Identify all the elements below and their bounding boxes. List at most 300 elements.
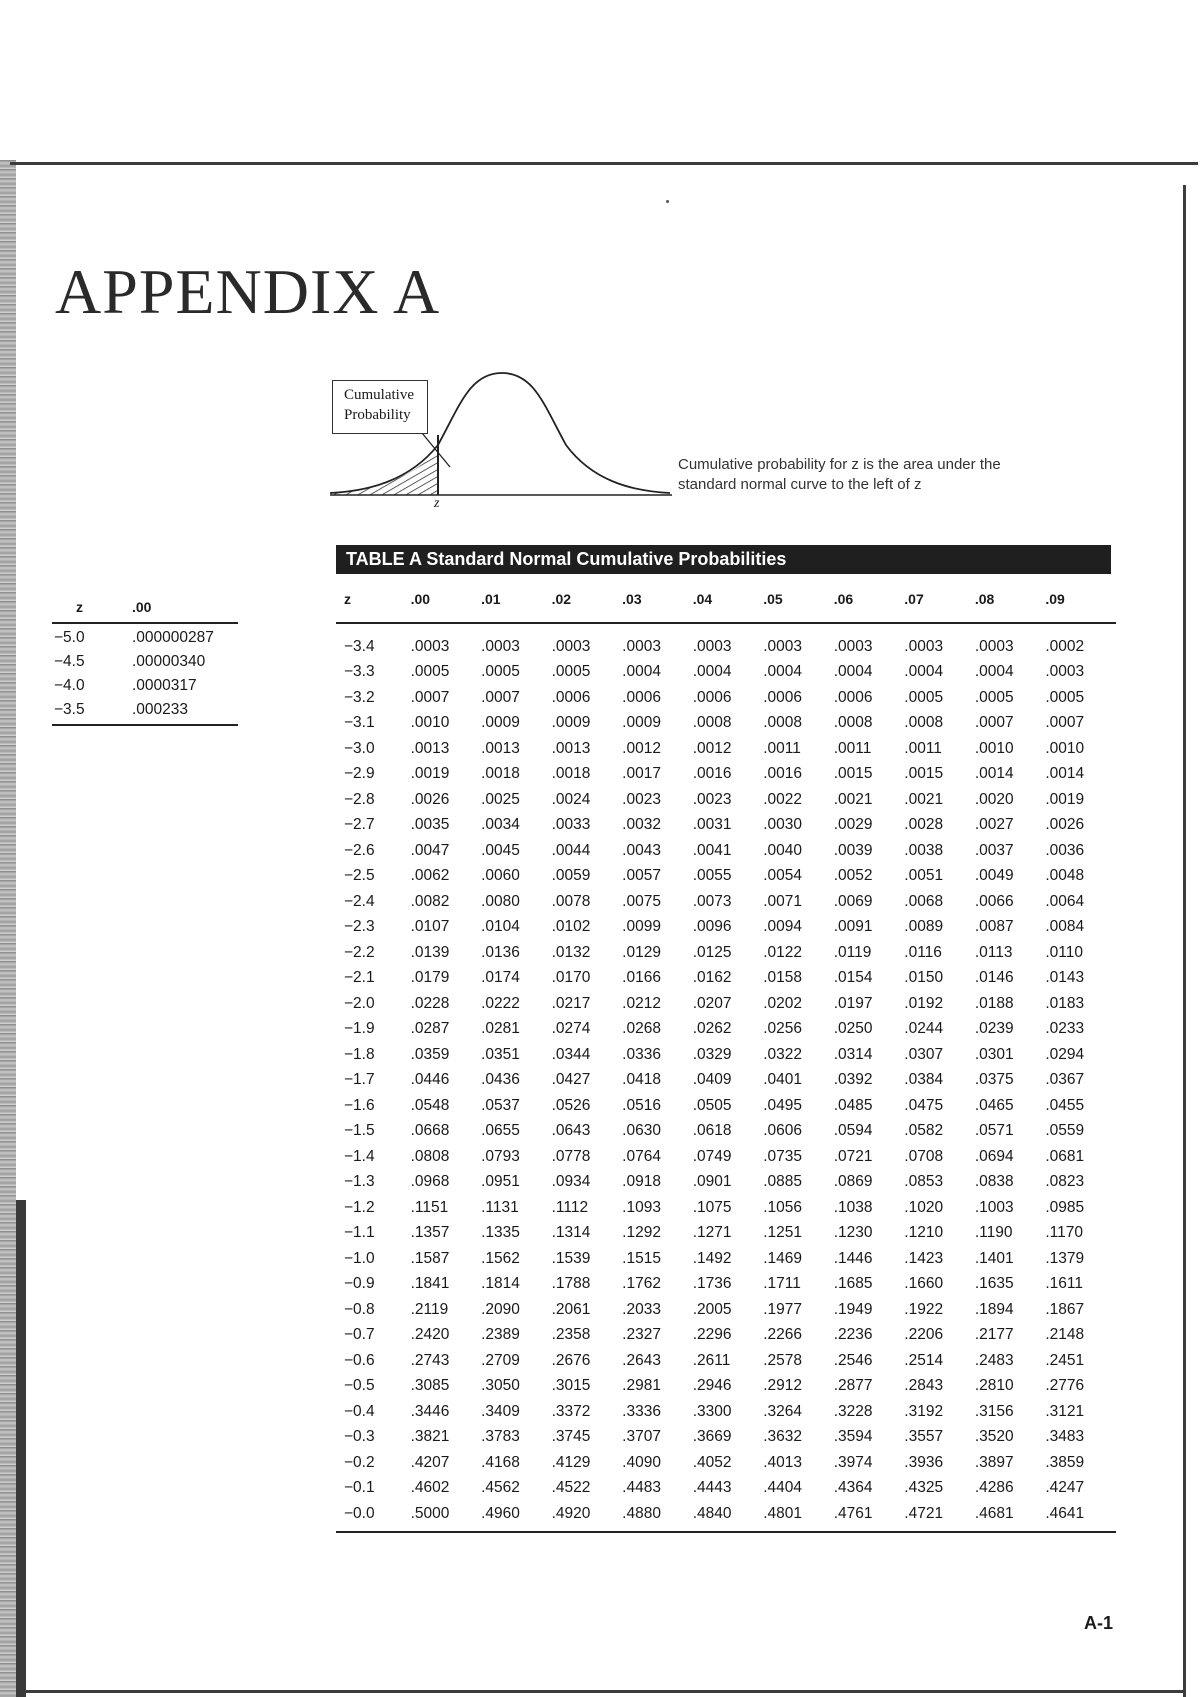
figure-caption <box>678 455 1078 495</box>
main-table-header-cell: .05 <box>763 576 834 623</box>
probability-cell: .0003 <box>692 637 732 655</box>
probability-cell: .0007 <box>1045 714 1085 732</box>
scan-edge-shadow <box>0 160 16 1697</box>
table-row <box>336 1119 1116 1145</box>
probability-cell: .0005 <box>974 688 1014 706</box>
z-value-cell: −0.8 <box>344 1300 375 1318</box>
probability-cell: .0262 <box>692 1020 732 1038</box>
table-row <box>336 1246 1116 1272</box>
probability-cell: .0059 <box>551 867 591 885</box>
probability-cell: .0007 <box>481 688 520 706</box>
probability-cell: .2389 <box>481 1326 520 1344</box>
probability-cell: .4562 <box>481 1479 520 1497</box>
probability-cell: .1151 <box>410 1198 449 1216</box>
probability-cell: .1292 <box>622 1224 661 1242</box>
probability-cell: .0537 <box>481 1096 520 1114</box>
probability-cell: .0495 <box>763 1096 803 1114</box>
scan-edge-binding <box>16 1200 26 1697</box>
probability-cell: .4721 <box>904 1501 975 1532</box>
z-value-cell: −0.1 <box>344 1479 375 1497</box>
z-value-cell: −2.5 <box>344 867 375 885</box>
probability-cell: .0008 <box>692 714 732 732</box>
table-row <box>336 623 1116 660</box>
probability-cell: .0005 <box>551 663 591 681</box>
probability-cell: .0004 <box>763 663 803 681</box>
probability-cell: .0516 <box>622 1096 661 1114</box>
probability-cell: .0032 <box>622 816 661 834</box>
z-value-cell: −3.3 <box>344 663 375 681</box>
probability-cell: .1814 <box>481 1275 520 1293</box>
probability-cell: .0019 <box>410 765 450 783</box>
probability-cell: .1611 <box>1045 1275 1083 1293</box>
z-value-cell: −5.0 <box>54 629 85 646</box>
probability-cell: .1056 <box>763 1198 803 1216</box>
probability-cell: .2296 <box>692 1326 732 1344</box>
probability-cell: .0006 <box>622 688 661 706</box>
probability-cell: .0048 <box>1045 867 1085 885</box>
probability-cell: .1314 <box>551 1224 591 1242</box>
table-row <box>52 674 238 698</box>
probability-cell: .0089 <box>904 918 944 936</box>
probability-cell: .0066 <box>974 892 1014 910</box>
probability-cell: .0838 <box>974 1173 1014 1191</box>
probability-cell: .1020 <box>904 1198 944 1216</box>
probability-cell: .0869 <box>833 1173 873 1191</box>
probability-cell: .0057 <box>622 867 661 885</box>
z-value-cell: −0.5 <box>344 1377 375 1395</box>
probability-cell: .0023 <box>622 790 661 808</box>
probability-cell: .4681 <box>975 1501 1046 1532</box>
probability-cell: .2451 <box>1045 1351 1085 1369</box>
probability-cell: .0008 <box>833 714 873 732</box>
probability-cell: .0009 <box>481 714 520 732</box>
probability-cell: .0015 <box>833 765 873 783</box>
probability-cell: .0064 <box>1045 892 1085 910</box>
probability-cell: .0793 <box>481 1147 520 1165</box>
probability-cell: .0037 <box>974 841 1014 859</box>
probability-cell: .2266 <box>763 1326 803 1344</box>
z-value-cell: −1.4 <box>344 1147 375 1165</box>
probability-cell: .0764 <box>622 1147 661 1165</box>
probability-cell: .0146 <box>974 969 1014 987</box>
probability-cell: .1190 <box>974 1224 1013 1242</box>
probability-cell: .0192 <box>904 994 944 1012</box>
probability-cell: .0274 <box>551 1020 591 1038</box>
probability-cell: .0113 <box>974 943 1013 961</box>
z-value-cell: −1.1 <box>344 1224 375 1242</box>
probability-cell: .3859 <box>1045 1453 1085 1471</box>
probability-cell: .0735 <box>763 1147 803 1165</box>
probability-cell: .0011 <box>833 739 872 757</box>
probability-cell: .1788 <box>551 1275 591 1293</box>
z-value-cell: −1.9 <box>344 1020 375 1038</box>
z-value-cell: −0.9 <box>344 1275 375 1293</box>
probability-cell: .1736 <box>692 1275 732 1293</box>
probability-cell: .0526 <box>551 1096 591 1114</box>
probability-cell: .3707 <box>622 1428 661 1446</box>
probability-cell: .3783 <box>481 1428 520 1446</box>
probability-cell: .4641 <box>1045 1501 1116 1532</box>
probability-cell: .1635 <box>974 1275 1014 1293</box>
probability-cell: .0087 <box>974 918 1014 936</box>
probability-cell: .0901 <box>692 1173 732 1191</box>
probability-cell: .0033 <box>551 816 591 834</box>
probability-cell: .3520 <box>974 1428 1014 1446</box>
probability-cell: .0630 <box>622 1122 661 1140</box>
probability-cell: .0045 <box>481 841 520 859</box>
probability-cell: .4602 <box>410 1479 450 1497</box>
label-line-2: Probability <box>344 407 411 423</box>
probability-cell: .0934 <box>551 1173 591 1191</box>
probability-cell: .0307 <box>904 1045 944 1063</box>
table-row <box>336 1323 1116 1349</box>
probability-cell: .4325 <box>904 1479 944 1497</box>
probability-cell: .2611 <box>692 1351 731 1369</box>
table-row <box>336 1501 1116 1532</box>
probability-cell: .0129 <box>622 943 661 961</box>
probability-cell: .1230 <box>833 1224 873 1242</box>
probability-cell: .4483 <box>622 1479 661 1497</box>
probability-cell: .2912 <box>763 1377 803 1395</box>
probability-cell: .0154 <box>833 969 873 987</box>
probability-cell: .0011 <box>763 739 801 757</box>
probability-cell: .2119 <box>410 1300 449 1318</box>
probability-cell: .4207 <box>410 1453 450 1471</box>
probability-cell: .4364 <box>833 1479 873 1497</box>
probability-cell: .0043 <box>622 841 661 859</box>
probability-cell: .3409 <box>481 1402 520 1420</box>
probability-cell: .0007 <box>410 688 450 706</box>
probability-cell: .0668 <box>410 1122 450 1140</box>
probability-cell: .0643 <box>551 1122 591 1140</box>
probability-cell: .0026 <box>1045 816 1085 834</box>
main-table-header-cell: .01 <box>481 576 552 623</box>
probability-cell: .0655 <box>481 1122 520 1140</box>
probability-cell: .2005 <box>692 1300 732 1318</box>
probability-cell: .0174 <box>481 969 520 987</box>
z-value-cell: −2.2 <box>344 943 375 961</box>
probability-cell: .4168 <box>481 1453 520 1471</box>
cumulative-probability-label <box>332 380 428 434</box>
probability-cell: .0250 <box>833 1020 873 1038</box>
probability-cell: .1562 <box>481 1249 520 1267</box>
probability-cell: .0051 <box>904 867 944 885</box>
probability-cell: .0301 <box>974 1045 1014 1063</box>
table-row <box>336 1144 1116 1170</box>
probability-cell: .0094 <box>763 918 803 936</box>
probability-cell: .2148 <box>1045 1326 1085 1344</box>
probability-cell: .0294 <box>1045 1045 1085 1063</box>
table-row <box>336 1170 1116 1196</box>
main-table-header-row <box>336 576 1116 623</box>
probability-cell: .1867 <box>1045 1300 1085 1318</box>
probability-cell: .4801 <box>763 1501 834 1532</box>
table-row <box>52 650 238 674</box>
probability-cell: .2327 <box>622 1326 661 1344</box>
probability-cell: .0136 <box>481 943 520 961</box>
table-row <box>336 966 1116 992</box>
table-row <box>336 991 1116 1017</box>
probability-cell: .1894 <box>974 1300 1014 1318</box>
probability-cell: .0040 <box>763 841 803 859</box>
probability-cell: .0179 <box>410 969 450 987</box>
probability-cell: .2578 <box>763 1351 803 1369</box>
main-table-header-cell: .00 <box>411 576 482 623</box>
table-row <box>336 864 1116 890</box>
z-value-cell: −1.7 <box>344 1071 375 1089</box>
probability-cell: .1379 <box>1045 1249 1085 1267</box>
z-value-cell: −0.6 <box>344 1351 375 1369</box>
probability-cell: .0170 <box>551 969 591 987</box>
z-value-cell: −1.5 <box>344 1122 375 1140</box>
probability-cell: .0005 <box>481 663 520 681</box>
main-table-body <box>336 623 1116 1532</box>
z-value-cell: −0.2 <box>344 1453 375 1471</box>
probability-cell: .1977 <box>763 1300 803 1318</box>
main-table-header-cell: .09 <box>1045 576 1116 623</box>
probability-cell: .4960 <box>481 1501 552 1532</box>
probability-cell: .0073 <box>692 892 732 910</box>
probability-cell: .0099 <box>622 918 661 936</box>
z-value-cell: −2.6 <box>344 841 375 859</box>
probability-cell: .4052 <box>692 1453 732 1471</box>
probability-cell: .1446 <box>833 1249 873 1267</box>
probability-cell: .0256 <box>763 1020 803 1038</box>
z-value-cell: −2.1 <box>344 969 375 987</box>
probability-cell: .0329 <box>692 1045 732 1063</box>
probability-cell: .0102 <box>551 918 591 936</box>
probability-cell: .0012 <box>692 739 732 757</box>
table-row <box>336 1017 1116 1043</box>
probability-cell: .0015 <box>904 765 944 783</box>
probability-cell: .0036 <box>1045 841 1085 859</box>
probability-cell: .0003 <box>551 637 591 655</box>
table-row <box>336 1450 1116 1476</box>
probability-cell: .0004 <box>692 663 732 681</box>
z-value-cell: −0.4 <box>344 1402 375 1420</box>
probability-cell: .0044 <box>551 841 591 859</box>
table-row <box>336 711 1116 737</box>
probability-cell: .0107 <box>410 918 450 936</box>
probability-cell: .4522 <box>551 1479 591 1497</box>
z-value-cell: −3.5 <box>52 698 132 725</box>
probability-cell: .2546 <box>833 1351 873 1369</box>
probability-cell: .0021 <box>904 790 944 808</box>
probability-cell: .2743 <box>410 1351 450 1369</box>
table-row <box>336 1297 1116 1323</box>
probability-cell: .1075 <box>692 1198 732 1216</box>
probability-cell: .0681 <box>1045 1147 1085 1165</box>
probability-cell: .0233 <box>1045 1020 1085 1038</box>
probability-cell: .1762 <box>622 1275 661 1293</box>
probability-cell: .1003 <box>974 1198 1014 1216</box>
probability-cell: .1949 <box>833 1300 873 1318</box>
probability-cell: .0003 <box>481 637 520 655</box>
probability-cell: .3336 <box>622 1402 661 1420</box>
probability-cell: .0003 <box>622 637 661 655</box>
probability-cell: .000000287 <box>132 629 214 646</box>
probability-cell: .0034 <box>481 816 520 834</box>
probability-cell: .0068 <box>904 892 944 910</box>
probability-cell: .0384 <box>904 1071 944 1089</box>
probability-cell: .0281 <box>481 1020 520 1038</box>
z-value-cell: −3.4 <box>344 637 375 655</box>
probability-cell: .1587 <box>410 1249 450 1267</box>
caption-line-2: standard normal curve to the left of z <box>678 476 922 493</box>
probability-cell: .3264 <box>763 1402 803 1420</box>
probability-cell: .0047 <box>410 841 450 859</box>
probability-cell: .0749 <box>692 1147 732 1165</box>
probability-cell: .3897 <box>974 1453 1014 1471</box>
probability-cell: .2643 <box>622 1351 661 1369</box>
probability-cell: .0212 <box>622 994 661 1012</box>
table-row <box>336 685 1116 711</box>
z-value-cell: −1.2 <box>344 1198 375 1216</box>
probability-cell: .1539 <box>551 1249 591 1267</box>
probability-cell: .0336 <box>622 1045 661 1063</box>
scan-speck <box>666 200 669 203</box>
probability-cell: .0003 <box>974 637 1014 655</box>
probability-cell: .0055 <box>692 867 732 885</box>
probability-cell: .0091 <box>833 918 873 936</box>
probability-cell: .0132 <box>551 943 591 961</box>
probability-cell: .1685 <box>833 1275 873 1293</box>
table-row <box>336 1093 1116 1119</box>
probability-cell: .0222 <box>481 994 520 1012</box>
probability-cell: .0485 <box>833 1096 873 1114</box>
z-value-cell: −0.3 <box>344 1428 375 1446</box>
probability-cell: .0038 <box>904 841 944 859</box>
table-row <box>336 940 1116 966</box>
probability-cell: .4404 <box>763 1479 803 1497</box>
probability-cell: .0808 <box>410 1147 450 1165</box>
probability-cell: .0217 <box>551 994 591 1012</box>
probability-cell: .0062 <box>410 867 450 885</box>
table-row <box>336 1374 1116 1400</box>
probability-cell: .0039 <box>833 841 873 859</box>
standard-normal-table <box>336 576 1116 1533</box>
table-row <box>336 1221 1116 1247</box>
table-row <box>336 1399 1116 1425</box>
probability-cell: .0006 <box>551 688 591 706</box>
probability-cell: .2177 <box>974 1326 1014 1344</box>
probability-cell: .0694 <box>974 1147 1014 1165</box>
probability-cell: .0143 <box>1045 969 1085 987</box>
probability-cell: .3669 <box>692 1428 732 1446</box>
probability-cell: .0060 <box>481 867 520 885</box>
probability-cell: .0367 <box>1045 1071 1085 1089</box>
probability-cell: .0004 <box>974 663 1014 681</box>
probability-cell: .0007 <box>974 714 1014 732</box>
probability-cell: .0049 <box>974 867 1014 885</box>
probability-cell: .0005 <box>410 663 450 681</box>
probability-cell: .2946 <box>692 1377 732 1395</box>
probability-cell: .0244 <box>904 1020 944 1038</box>
table-row <box>336 1425 1116 1451</box>
probability-cell: .0003 <box>904 637 944 655</box>
probability-cell: .2090 <box>481 1300 520 1318</box>
probability-cell: .0017 <box>622 765 661 783</box>
probability-cell: .0080 <box>481 892 520 910</box>
table-row <box>336 1195 1116 1221</box>
probability-cell: .1401 <box>974 1249 1014 1267</box>
probability-cell: .4840 <box>693 1501 764 1532</box>
probability-cell: .2061 <box>551 1300 591 1318</box>
probability-cell: .1093 <box>622 1198 661 1216</box>
probability-cell: .3015 <box>551 1377 591 1395</box>
z-value-cell: −4.0 <box>54 677 85 694</box>
probability-cell: .3192 <box>904 1402 944 1420</box>
probability-cell: .1038 <box>833 1198 873 1216</box>
table-row <box>336 813 1116 839</box>
probability-cell: .1492 <box>692 1249 732 1267</box>
probability-cell: .0014 <box>1045 765 1085 783</box>
probability-cell: .0021 <box>833 790 873 808</box>
main-table-header-cell: .08 <box>975 576 1046 623</box>
probability-cell: .0158 <box>763 969 803 987</box>
probability-cell: .1423 <box>904 1249 944 1267</box>
probability-cell: .1660 <box>904 1275 944 1293</box>
probability-cell: .0069 <box>833 892 873 910</box>
probability-cell: .0013 <box>481 739 520 757</box>
probability-cell: .0359 <box>410 1045 450 1063</box>
probability-cell: .1271 <box>692 1224 732 1242</box>
probability-cell: .0239 <box>974 1020 1014 1038</box>
probability-cell: .0003 <box>763 637 803 655</box>
small-table-header-cell: .00 <box>132 592 238 623</box>
probability-cell: .0823 <box>1045 1173 1085 1191</box>
label-line-1: Cumulative <box>344 387 414 403</box>
probability-cell: .0016 <box>692 765 732 783</box>
probability-cell: .0012 <box>622 739 661 757</box>
probability-cell: .0125 <box>692 943 732 961</box>
top-page-border <box>10 162 1198 165</box>
probability-cell: .3483 <box>1045 1428 1085 1446</box>
probability-cell: .1170 <box>1045 1224 1083 1242</box>
table-row <box>336 762 1116 788</box>
table-row <box>336 736 1116 762</box>
main-table-header-cell: .06 <box>834 576 905 623</box>
probability-cell: .0582 <box>904 1122 944 1140</box>
table-row <box>336 838 1116 864</box>
probability-cell: .0078 <box>551 892 591 910</box>
probability-cell: .5000 <box>411 1501 482 1532</box>
z-value-cell: −2.9 <box>344 765 375 783</box>
probability-cell: .0465 <box>974 1096 1014 1114</box>
probability-cell: .0010 <box>1045 739 1085 757</box>
probability-cell: .0009 <box>551 714 591 732</box>
z-value-cell: −1.3 <box>344 1173 375 1191</box>
probability-cell: .0006 <box>833 688 873 706</box>
table-label: TABLE A <box>346 549 422 569</box>
probability-cell: .0885 <box>763 1173 803 1191</box>
probability-cell: .0041 <box>692 841 732 859</box>
probability-cell: .0606 <box>763 1122 803 1140</box>
probability-cell: .0571 <box>974 1122 1014 1140</box>
small-table-body <box>52 623 238 725</box>
probability-cell: .0009 <box>622 714 661 732</box>
probability-cell: .0778 <box>551 1147 591 1165</box>
z-value-cell: −1.0 <box>344 1249 375 1267</box>
probability-cell: .0202 <box>763 994 803 1012</box>
main-table-header-cell: .07 <box>904 576 975 623</box>
probability-cell: .0075 <box>622 892 661 910</box>
probability-cell: .0122 <box>763 943 803 961</box>
table-row <box>336 889 1116 915</box>
probability-cell: .0004 <box>833 663 873 681</box>
probability-cell: .0006 <box>692 688 732 706</box>
probability-cell: .3745 <box>551 1428 591 1446</box>
